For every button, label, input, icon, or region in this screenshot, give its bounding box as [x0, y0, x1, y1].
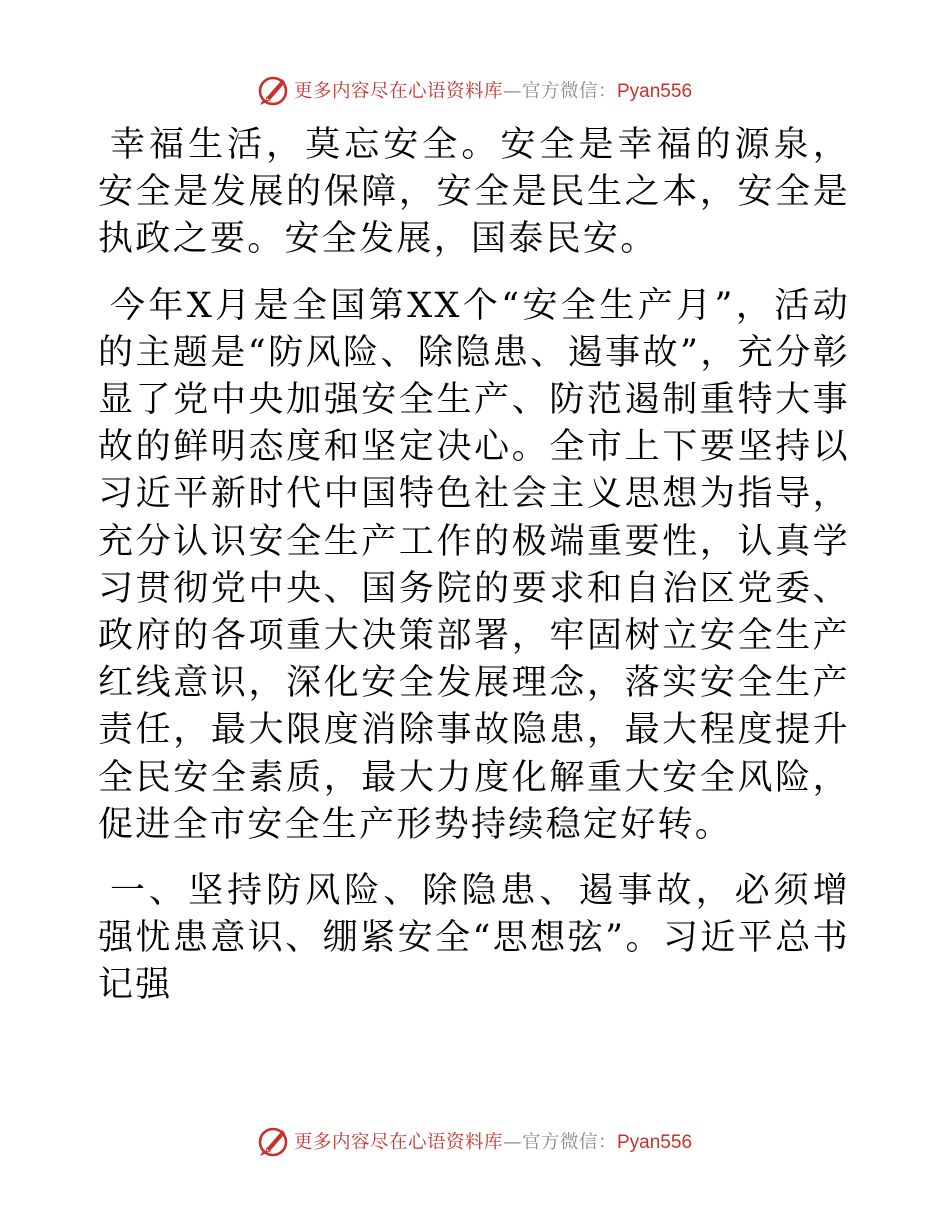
document-body — [98, 122, 850, 1010]
watermark-main-text: 更多内容尽在心语资料库 — [293, 81, 503, 102]
watermark-wechat-label: 官方微信： — [521, 1132, 617, 1153]
chat-bubble-pen-logo-icon — [256, 73, 290, 107]
paragraph-safety-month: 今年X月是全国第XX个“安全生产月”，活动的主题是“防风险、除隐患、遏事故”，充分彰显了党中央加强安全生产、防范遏制重特大事故的鲜明态度和坚定决心。全市上下要坚持以习近平新时代中国特色社会主义思想为指导，充分认识安全生产工作的极端重要性，认真学习贯彻党中央、国务院的要求和自治区党委、政府的各项重大决策部署，牢固树立安全生产红线意识，深化安全发展理念，落实安全生产责任，最大限度消除事故隐患，最大程度提升全民安全素质，最大力度化解重大安全风险，促进全市安全生产形势持续稳定好转。 — [98, 285, 850, 845]
paragraph-section-one: 一、坚持防风险、除隐患、遏事故，必须增强忧患意识、绷紧安全“思想弦”。习近平总书记强 — [98, 871, 850, 1006]
watermark-dash: — — [502, 1132, 522, 1153]
watermark-text — [294, 1128, 692, 1154]
watermark-main-text: 更多内容尽在心语资料库 — [293, 1132, 503, 1153]
watermark-group — [256, 1124, 692, 1158]
header-watermark — [0, 72, 950, 108]
watermark-dash: — — [502, 81, 522, 102]
watermark-wechat-id: Pyan556 — [617, 81, 693, 102]
watermark-wechat-label: 官方微信： — [521, 81, 617, 102]
watermark-text — [294, 77, 692, 103]
watermark-wechat-id: Pyan556 — [617, 1132, 693, 1153]
chat-bubble-pen-logo-icon — [256, 1124, 290, 1158]
footer-watermark — [0, 1123, 950, 1159]
watermark-group — [256, 73, 692, 107]
paragraph-intro: 幸福生活，莫忘安全。安全是幸福的源泉，安全是发展的保障，安全是民生之本，安全是执政之要。安全发展，国泰民安。 — [98, 125, 850, 260]
